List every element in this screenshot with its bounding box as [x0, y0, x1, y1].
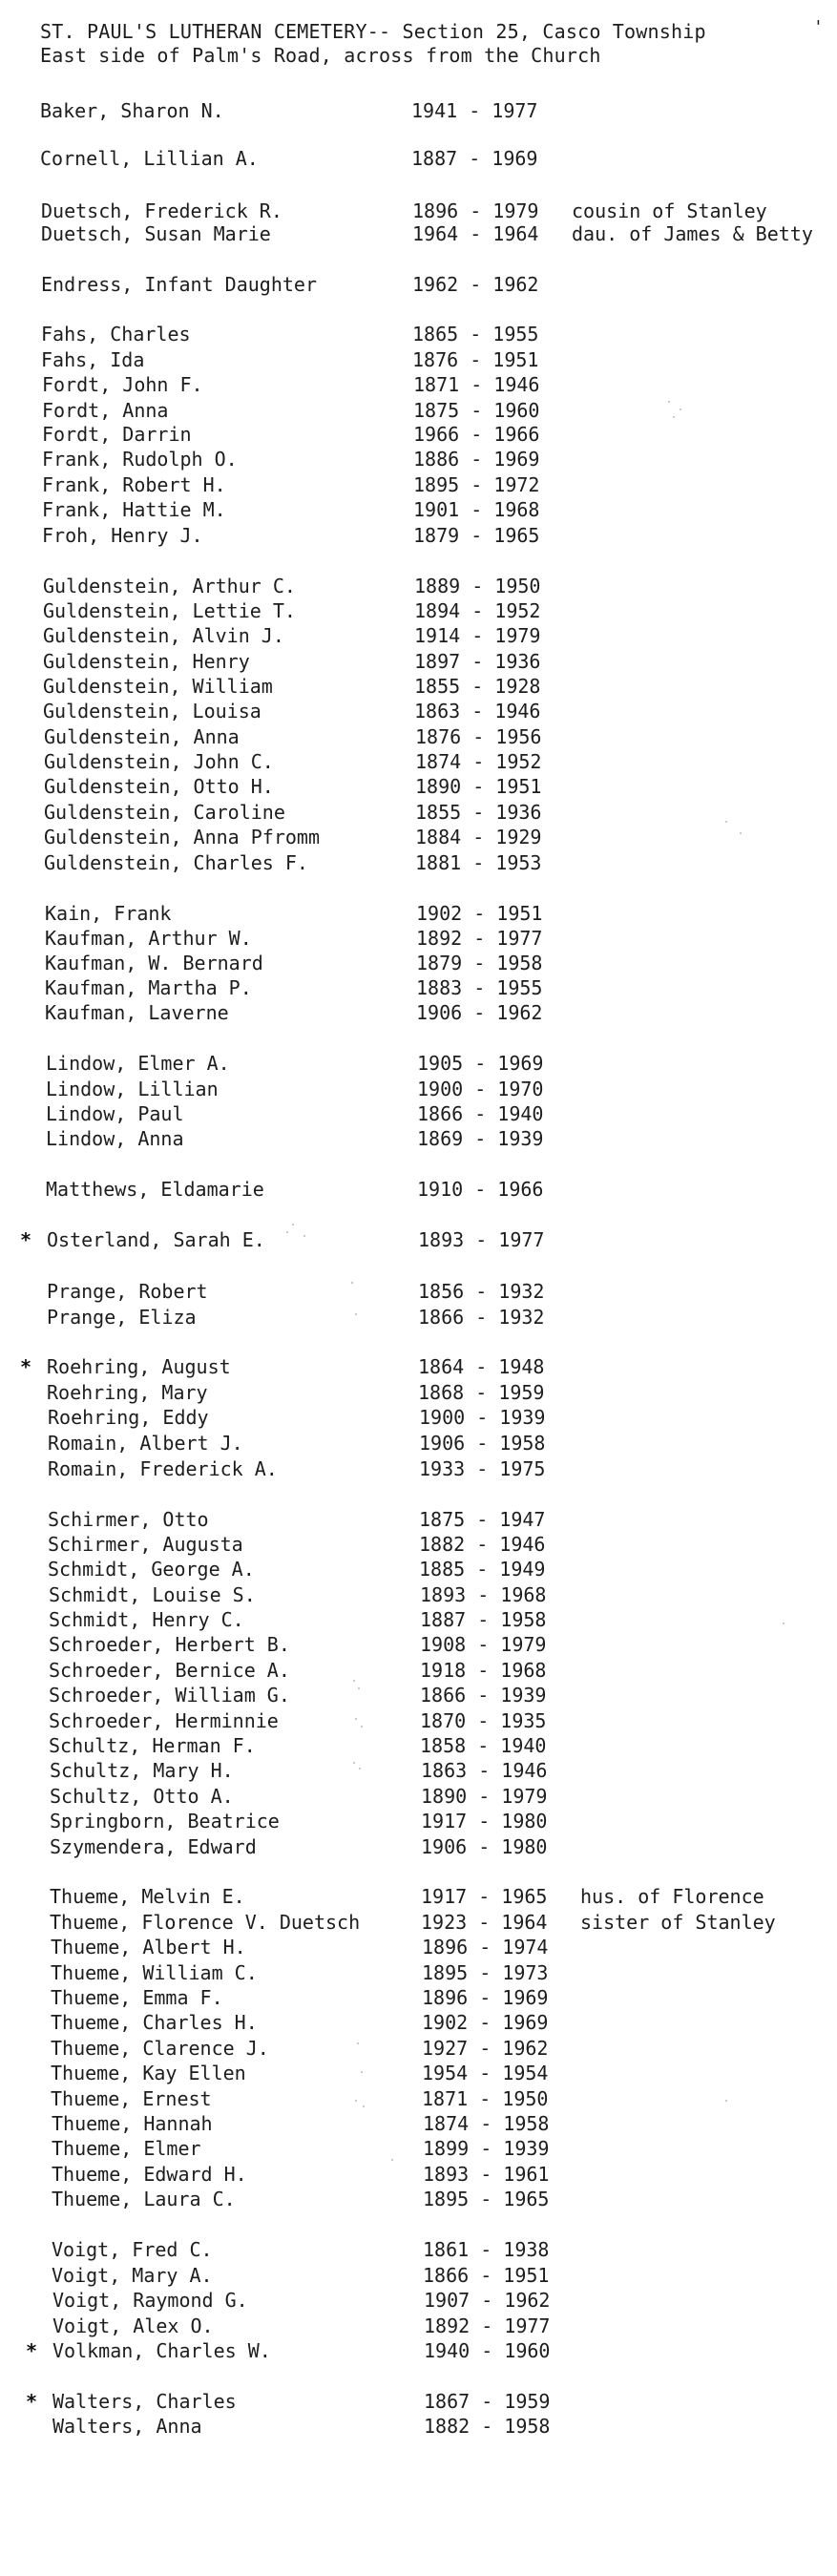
entry-note: hus. of Florence [580, 1885, 764, 1908]
entry-dates: 1861 - 1938 [423, 2238, 550, 2261]
entry-name: Duetsch, Susan Marie [41, 222, 271, 245]
burial-entry [0, 272, 821, 297]
entry-dates: 1864 - 1948 [418, 1355, 545, 1378]
burial-entry [0, 1834, 821, 1859]
burial-entry [0, 1077, 821, 1101]
entry-dates: 1887 - 1969 [411, 147, 538, 170]
entry-dates: 1868 - 1959 [418, 1381, 545, 1404]
burial-entry [0, 1051, 821, 1076]
entry-name: Guldenstein, Lettie T. [43, 599, 296, 622]
entry-dates: 1874 - 1958 [423, 2112, 550, 2135]
entry-dates: 1933 - 1975 [419, 1457, 546, 1480]
scan-speck [363, 2105, 365, 2107]
burial-entry [0, 1532, 821, 1557]
burial-entry [0, 1985, 821, 2010]
burial-entry [0, 422, 821, 447]
entry-dates: 1927 - 1962 [422, 2037, 549, 2060]
burial-entry [0, 2061, 821, 2085]
burial-entry [0, 2086, 821, 2111]
entry-name: Lindow, Elmer A. [46, 1052, 230, 1075]
entry-dates: 1896 - 1979 [412, 199, 539, 222]
entry-dates: 1863 - 1946 [421, 1759, 548, 1782]
entry-dates: 1882 - 1946 [419, 1533, 546, 1556]
entry-name: Schultz, Mary H. [50, 1759, 234, 1782]
entry-name: Schroeder, Herminnie [49, 1709, 279, 1732]
entry-dates: 1871 - 1946 [413, 373, 540, 396]
entry-name: Springborn, Beatrice [50, 1810, 280, 1833]
entry-name: Roehring, Eddy [48, 1406, 209, 1429]
entry-name: Guldenstein, Caroline [44, 801, 285, 824]
entry-name: Guldenstein, Henry [43, 650, 250, 673]
entry-dates: 1886 - 1969 [413, 448, 540, 471]
burial-entry [0, 1884, 821, 1909]
entry-name: Osterland, Sarah E. [47, 1228, 265, 1251]
document-title: ST. PAUL'S LUTHERAN CEMETERY-- Section 25, Casco Township [40, 20, 706, 43]
entry-dates: 1964 - 1964 [412, 222, 539, 245]
entry-name: Froh, Henry J. [42, 524, 203, 547]
entry-dates: 1918 - 1968 [420, 1659, 547, 1682]
scan-speck [725, 2100, 727, 2102]
entry-dates: 1855 - 1928 [414, 675, 541, 698]
burial-entry [0, 1582, 821, 1607]
burial-entry [0, 1960, 821, 1985]
scan-speck [355, 1313, 357, 1315]
entry-dates: 1895 - 1972 [413, 473, 540, 496]
burial-entry [0, 699, 821, 723]
burial-entry [0, 1101, 821, 1126]
burial-entry [0, 1658, 821, 1683]
burial-entry [0, 901, 821, 926]
entry-name: Guldenstein, Alvin J. [43, 624, 284, 647]
entry-dates: 1856 - 1932 [418, 1280, 545, 1303]
entry-name: Voigt, Fred C. [52, 2238, 213, 2261]
entry-dates: 1966 - 1966 [413, 423, 540, 446]
entry-name: Fahs, Ida [41, 348, 145, 371]
entry-name: Schirmer, Augusta [48, 1533, 243, 1556]
entry-dates: 1894 - 1952 [414, 599, 541, 622]
document-subtitle: East side of Palm's Road, across from the Church [40, 44, 601, 67]
entry-dates: 1879 - 1958 [416, 952, 543, 974]
entry-name: Thueme, Elmer [52, 2137, 201, 2160]
scan-speck [351, 1282, 353, 1284]
scan-speck [292, 1224, 294, 1225]
entry-dates: 1889 - 1950 [414, 575, 541, 597]
entry-name: Schultz, Otto A. [50, 1785, 234, 1808]
burial-entry [0, 1405, 821, 1430]
burial-entry [0, 2389, 821, 2414]
entry-dates: 1869 - 1939 [417, 1127, 544, 1150]
burial-entry [0, 975, 821, 1000]
entry-note: sister of Stanley [580, 1911, 776, 1934]
entry-dates: 1883 - 1955 [416, 976, 543, 999]
burial-entry [0, 825, 821, 849]
entry-dates: 1895 - 1973 [422, 1961, 549, 1984]
burial-entry [0, 2263, 821, 2288]
burial-entry [0, 1632, 821, 1657]
entry-name: Baker, Sharon N. [40, 99, 224, 122]
entry-dates: 1897 - 1936 [414, 650, 541, 673]
entry-dates: 1902 - 1951 [416, 902, 543, 925]
entry-dates: 1866 - 1951 [423, 2264, 550, 2287]
burial-entry [0, 1177, 821, 1202]
entry-dates: 1895 - 1965 [423, 2188, 550, 2210]
burial-entry [0, 1557, 821, 1581]
burial-entry [0, 146, 821, 171]
entry-name: Voigt, Raymond G. [52, 2289, 248, 2312]
burial-entry [0, 1431, 821, 1456]
entry-name: Schmidt, Louise S. [49, 1583, 256, 1606]
burial-entry [0, 2111, 821, 2136]
entry-dates: 1884 - 1929 [415, 826, 542, 848]
entry-name: Kain, Frank [45, 902, 172, 925]
asterisk-mark: * [26, 2339, 38, 2362]
entry-name: Fordt, Anna [42, 399, 169, 422]
entry-name: Kaufman, Arthur W. [45, 927, 252, 950]
entry-dates: 1890 - 1979 [421, 1785, 548, 1808]
burial-entry [0, 98, 821, 123]
burial-entry [0, 1126, 821, 1151]
scan-speck [668, 401, 670, 403]
entry-dates: 1896 - 1974 [422, 1936, 549, 1958]
entry-name: Lindow, Anna [46, 1127, 184, 1150]
entry-dates: 1923 - 1964 [421, 1911, 548, 1934]
entry-dates: 1962 - 1962 [412, 273, 539, 296]
entry-name: Thueme, Albert H. [51, 1936, 246, 1958]
entry-name: Guldenstein, Louisa [43, 700, 262, 723]
entry-dates: 1885 - 1949 [419, 1558, 546, 1581]
entry-dates: 1887 - 1958 [420, 1608, 547, 1631]
entry-name: Thueme, Melvin E. [50, 1885, 245, 1908]
entry-dates: 1892 - 1977 [424, 2314, 551, 2337]
entry-name: Frank, Robert H. [42, 473, 226, 496]
burial-entry [0, 2288, 821, 2313]
entry-dates: 1871 - 1950 [422, 2087, 549, 2110]
entry-dates: 1899 - 1939 [423, 2137, 550, 2160]
entry-name: Guldenstein, John C. [44, 750, 274, 773]
entry-dates: 1896 - 1969 [422, 1986, 549, 2009]
burial-entry [0, 1784, 821, 1809]
entry-name: Thueme, Edward H. [52, 2163, 247, 2186]
entry-name: Schmidt, George A. [48, 1558, 255, 1581]
entry-name: Kaufman, W. Bernard [45, 952, 263, 974]
entry-dates: 1941 - 1977 [411, 99, 538, 122]
entry-dates: 1917 - 1965 [421, 1885, 548, 1908]
scan-speck [357, 2042, 359, 2044]
burial-entry [0, 2414, 821, 2439]
burial-entry [0, 951, 821, 975]
entry-dates: 1876 - 1956 [415, 725, 542, 748]
scan-speck [740, 832, 742, 834]
entry-name: Thueme, Ernest [51, 2087, 212, 2110]
burial-entry [0, 1279, 821, 1304]
entry-name: Schroeder, Bernice A. [49, 1659, 290, 1682]
entry-name: Guldenstein, William [43, 675, 273, 698]
burial-entry [0, 1809, 821, 1833]
burial-entry [0, 1305, 821, 1330]
entry-name: Lindow, Lillian [46, 1078, 219, 1100]
burial-entry [0, 2162, 821, 2187]
burial-entry [0, 926, 821, 951]
entry-name: Frank, Rudolph O. [42, 448, 238, 471]
entry-name: Thueme, Emma F. [51, 1986, 223, 2009]
burial-entry [0, 2036, 821, 2061]
burial-entry [0, 1000, 821, 1025]
entry-name: Guldenstein, Otto H. [44, 775, 274, 798]
burial-entry [0, 221, 821, 246]
entry-name: Schmidt, Henry C. [49, 1608, 244, 1631]
entry-name: Duetsch, Frederick R. [41, 199, 282, 222]
scan-speck [358, 1687, 360, 1689]
entry-dates: 1876 - 1951 [412, 348, 539, 371]
entry-dates: 1881 - 1953 [415, 851, 542, 874]
entry-name: Thueme, Laura C. [52, 2188, 236, 2210]
entry-name: Cornell, Lillian A. [40, 147, 259, 170]
scan-speck [353, 1680, 355, 1682]
entry-name: Guldenstein, Anna Pfromm [44, 826, 320, 848]
burial-entry [0, 1354, 821, 1379]
burial-entry [0, 1607, 821, 1632]
burial-entry [0, 850, 821, 875]
burial-entry [0, 1227, 821, 1252]
entry-name: Roehring, August [47, 1355, 231, 1378]
burial-entry [0, 2314, 821, 2338]
burial-entry [0, 2136, 821, 2161]
asterisk-mark: * [20, 1355, 32, 1378]
burial-entry [0, 649, 821, 674]
entry-dates: 1910 - 1966 [417, 1178, 544, 1201]
entry-dates: 1893 - 1977 [418, 1228, 545, 1251]
entry-dates: 1902 - 1969 [422, 2011, 549, 2034]
burial-entry [0, 372, 821, 397]
entry-name: Kaufman, Martha P. [45, 976, 252, 999]
page-mark: ' [813, 17, 824, 37]
entry-dates: 1863 - 1946 [414, 700, 541, 723]
entry-dates: 1875 - 1947 [419, 1508, 546, 1531]
entry-dates: 1905 - 1969 [417, 1052, 544, 1075]
entry-dates: 1900 - 1970 [417, 1078, 544, 1100]
burial-entry [0, 598, 821, 623]
entry-name: Thueme, Hannah [52, 2112, 213, 2135]
entry-name: Fordt, John F. [42, 373, 203, 396]
entry-name: Roehring, Mary [47, 1381, 208, 1404]
burial-entry [0, 1683, 821, 1707]
entry-name: Frank, Hattie M. [42, 498, 226, 521]
scan-speck [673, 416, 675, 418]
entry-dates: 1879 - 1965 [413, 524, 540, 547]
entry-dates: 1906 - 1962 [416, 1001, 543, 1024]
scan-speck [725, 821, 727, 823]
entry-name: Schirmer, Otto [48, 1508, 209, 1531]
burial-entry [0, 2237, 821, 2262]
burial-entry [0, 472, 821, 497]
entry-dates: 1890 - 1951 [415, 775, 542, 798]
burial-entry [0, 1935, 821, 1959]
burial-entry [0, 674, 821, 699]
entry-dates: 1954 - 1954 [422, 2062, 549, 2084]
entry-dates: 1882 - 1958 [424, 2415, 551, 2438]
entry-dates: 1908 - 1979 [420, 1633, 547, 1656]
entry-name: Prange, Robert [47, 1280, 208, 1303]
entry-name: Romain, Frederick A. [48, 1457, 278, 1480]
entry-dates: 1940 - 1960 [424, 2339, 551, 2362]
burial-entry [0, 2187, 821, 2211]
entry-dates: 1901 - 1968 [413, 498, 540, 521]
entry-dates: 1855 - 1936 [415, 801, 542, 824]
burial-entry [0, 1910, 821, 1935]
entry-name: Volkman, Charles W. [52, 2339, 271, 2362]
burial-entry [0, 322, 821, 346]
entry-name: Romain, Albert J. [48, 1432, 243, 1455]
entry-dates: 1870 - 1935 [420, 1709, 547, 1732]
entry-dates: 1900 - 1939 [419, 1406, 546, 1429]
entry-dates: 1906 - 1958 [419, 1432, 546, 1455]
burial-entry [0, 749, 821, 774]
asterisk-mark: * [26, 2390, 38, 2413]
entry-name: Schultz, Herman F. [49, 1734, 256, 1757]
entry-dates: 1893 - 1961 [423, 2163, 550, 2186]
burial-entry [0, 497, 821, 522]
entry-name: Walters, Charles [52, 2390, 237, 2413]
burial-entry [0, 1733, 821, 1758]
entry-name: Guldenstein, Arthur C. [43, 575, 296, 597]
burial-entry [0, 774, 821, 799]
entry-dates: 1875 - 1960 [413, 399, 540, 422]
entry-name: Prange, Eliza [47, 1306, 197, 1329]
entry-name: Guldenstein, Charles F. [44, 851, 308, 874]
burial-entry [0, 347, 821, 372]
entry-name: Lindow, Paul [46, 1102, 184, 1125]
entry-name: Kaufman, Laverne [45, 1001, 229, 1024]
burial-entry [0, 2338, 821, 2363]
entry-name: Thueme, Clarence J. [51, 2037, 269, 2060]
entry-dates: 1866 - 1940 [417, 1102, 544, 1125]
entry-name: Voigt, Alex O. [52, 2314, 214, 2337]
burial-entry [0, 523, 821, 548]
scan-speck [359, 1768, 361, 1770]
scan-speck [680, 408, 681, 410]
scan-speck [391, 2159, 393, 2161]
burial-entry [0, 1507, 821, 1532]
entry-dates: 1865 - 1955 [412, 323, 539, 346]
entry-note: cousin of Stanley [572, 199, 767, 222]
entry-name: Matthews, Eldamarie [46, 1178, 264, 1201]
entry-name: Walters, Anna [52, 2415, 202, 2438]
entry-name: Voigt, Mary A. [52, 2264, 213, 2287]
scan-speck [286, 1231, 288, 1233]
burial-entry [0, 623, 821, 648]
entry-name: Fordt, Darrin [42, 423, 192, 446]
scan-speck [355, 1718, 357, 1720]
burial-entry [0, 1758, 821, 1783]
burial-entry [0, 199, 821, 223]
burial-entry [0, 574, 821, 598]
entry-name: Fahs, Charles [41, 323, 191, 346]
entry-dates: 1892 - 1977 [416, 927, 543, 950]
entry-dates: 1866 - 1939 [420, 1684, 547, 1707]
entry-dates: 1893 - 1968 [420, 1583, 547, 1606]
burial-entry [0, 1380, 821, 1405]
burial-entry [0, 1708, 821, 1733]
scan-speck [361, 1726, 363, 1728]
burial-entry [0, 1456, 821, 1481]
entry-dates: 1914 - 1979 [414, 624, 541, 647]
entry-dates: 1907 - 1962 [424, 2289, 551, 2312]
asterisk-mark: * [20, 1228, 32, 1251]
entry-dates: 1867 - 1959 [424, 2390, 551, 2413]
scan-speck [355, 2100, 357, 2102]
entry-name: Thueme, William C. [51, 1961, 258, 1984]
scan-speck [303, 1235, 305, 1237]
scan-speck [361, 2071, 363, 2073]
entry-name: Schroeder, William G. [49, 1684, 290, 1707]
burial-entry [0, 800, 821, 825]
entry-dates: 1866 - 1932 [418, 1306, 545, 1329]
entry-name: Thueme, Kay Ellen [51, 2062, 246, 2084]
entry-name: Guldenstein, Anna [44, 725, 240, 748]
entry-dates: 1917 - 1980 [421, 1810, 548, 1833]
entry-name: Endress, Infant Daughter [41, 273, 317, 296]
scan-speck [353, 1762, 355, 1764]
entry-name: Thueme, Florence V. Duetsch [50, 1911, 361, 1934]
entry-name: Szymendera, Edward [50, 1835, 257, 1858]
burial-entry [0, 398, 821, 423]
entry-dates: 1874 - 1952 [415, 750, 542, 773]
entry-note: dau. of James & Betty [572, 222, 813, 245]
burial-entry [0, 724, 821, 749]
entry-name: Thueme, Charles H. [51, 2011, 258, 2034]
entry-dates: 1858 - 1940 [420, 1734, 547, 1757]
entry-name: Schroeder, Herbert B. [49, 1633, 290, 1656]
burial-entry [0, 447, 821, 471]
entry-dates: 1906 - 1980 [421, 1835, 548, 1858]
scan-speck [783, 1623, 785, 1624]
burial-entry [0, 2010, 821, 2035]
